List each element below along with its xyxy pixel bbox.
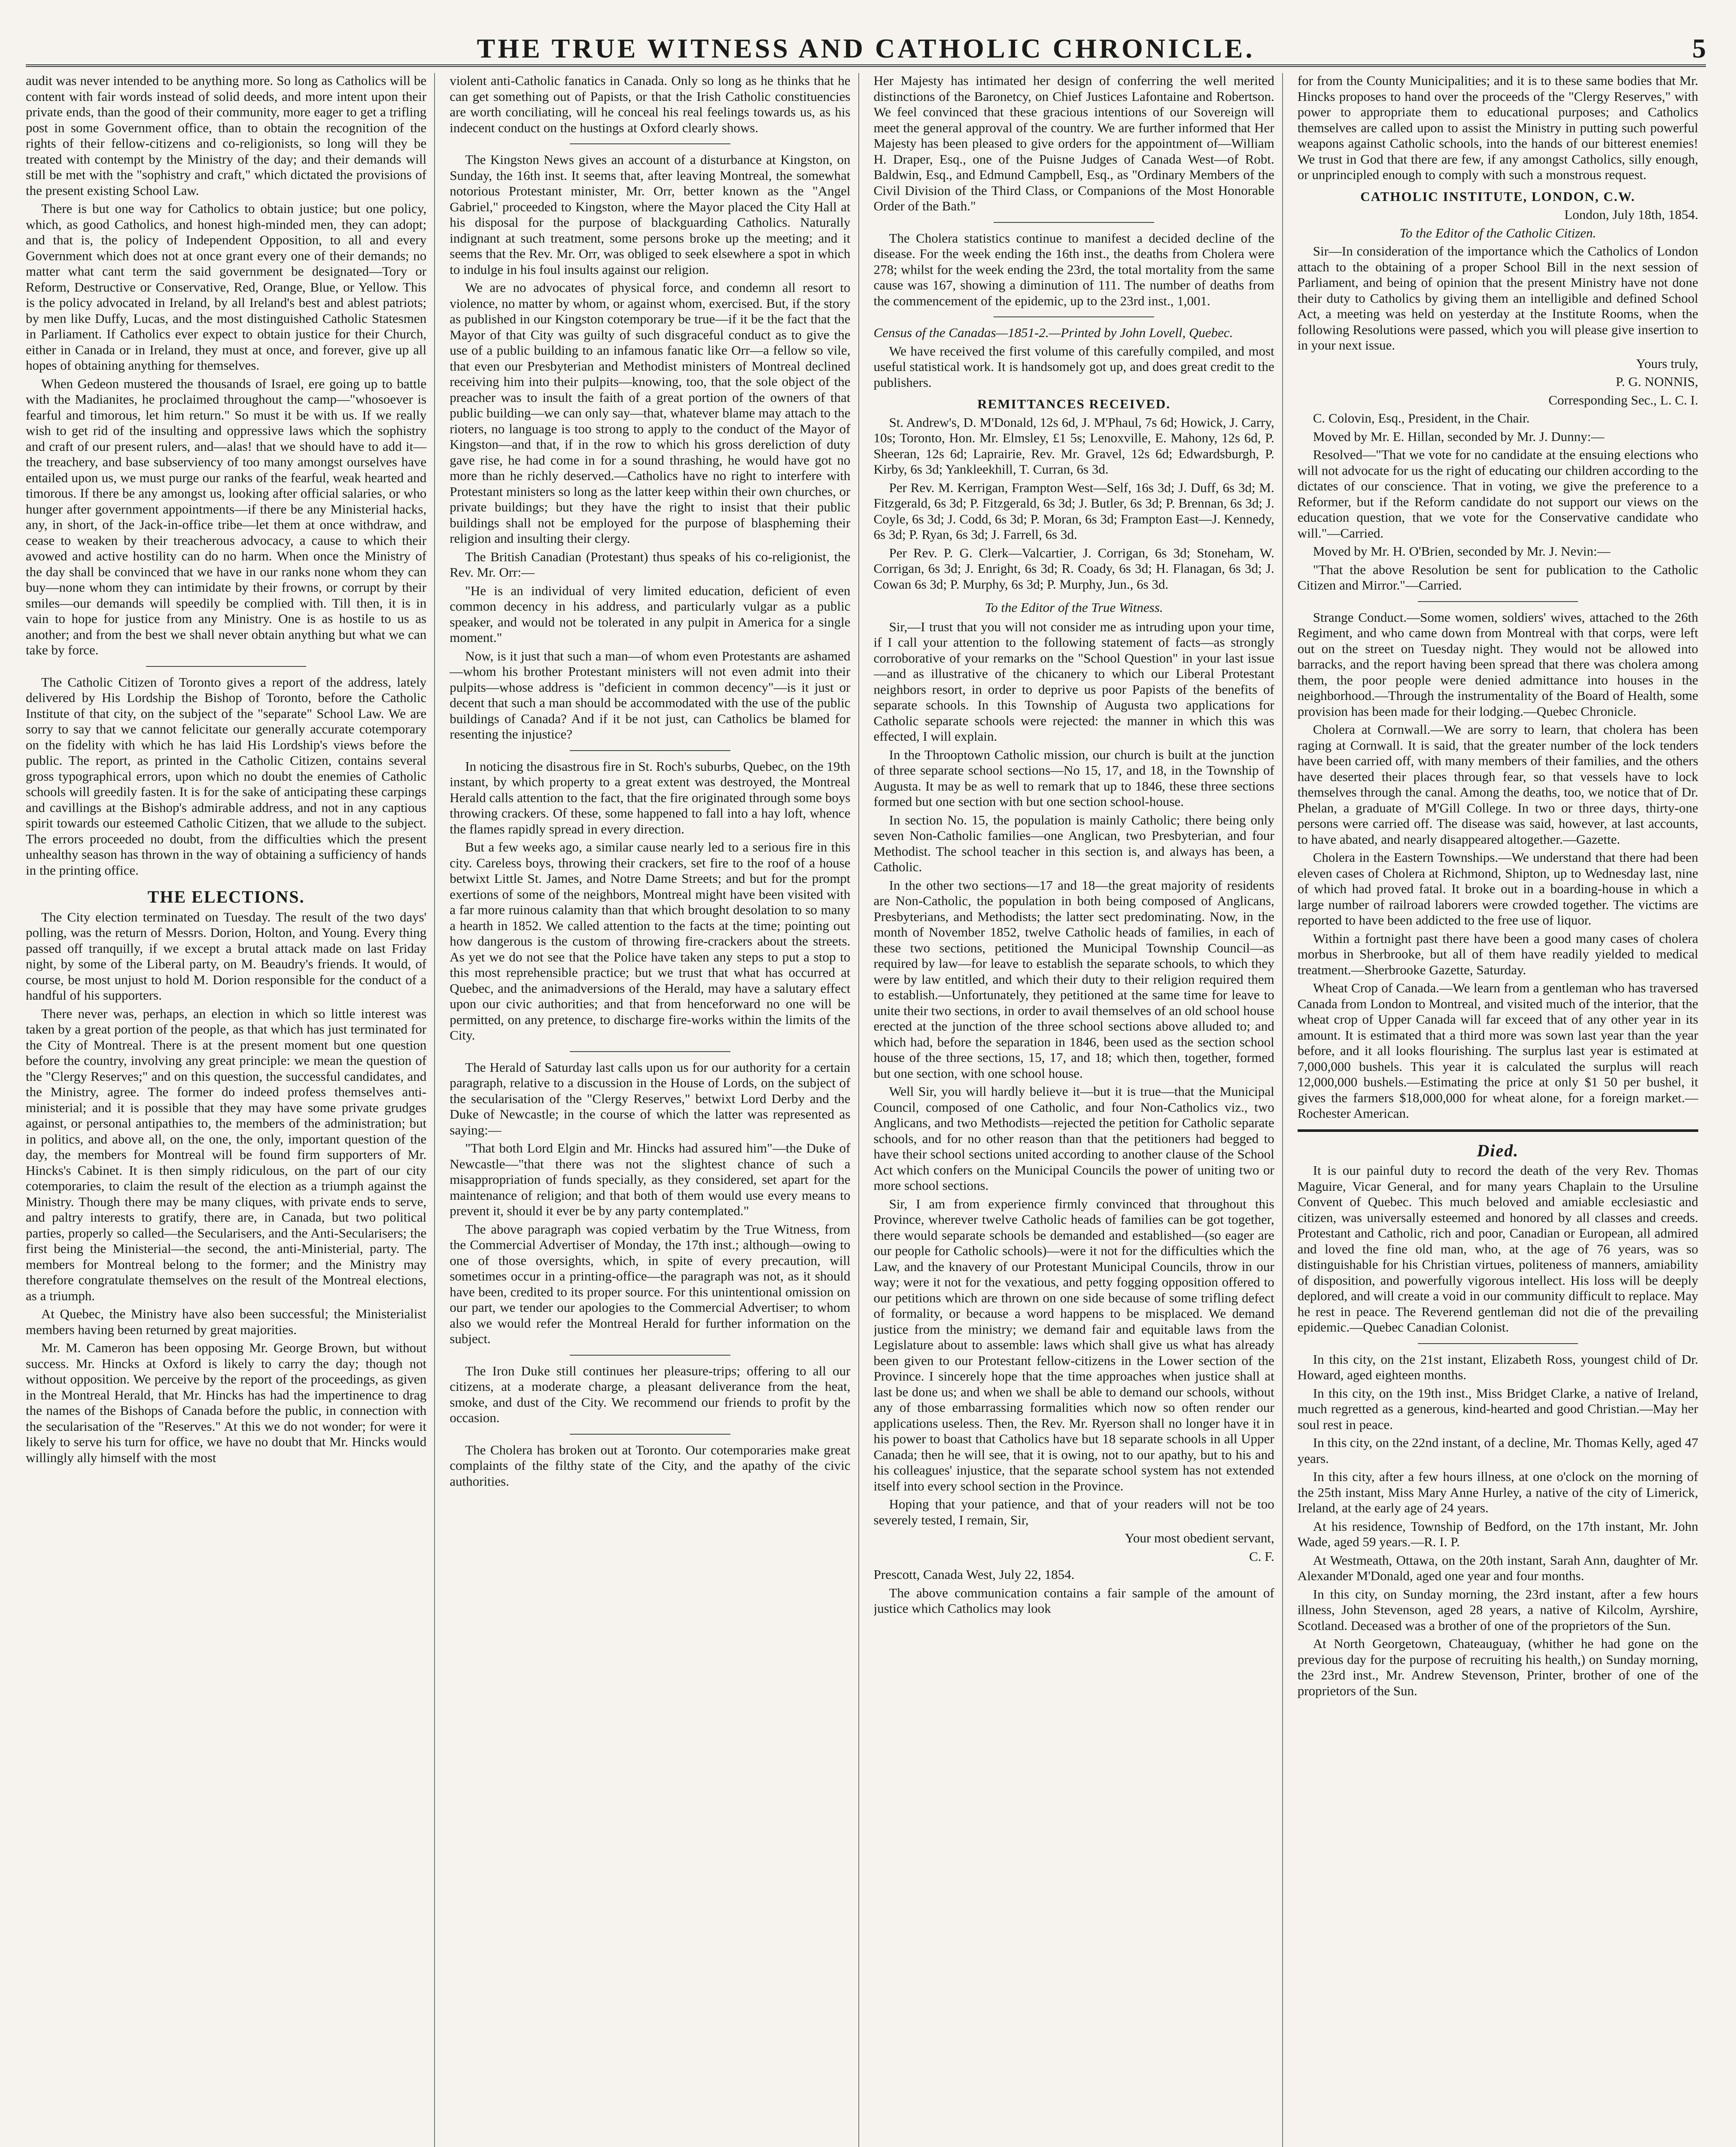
paragraph: The Cholera statistics continue to manifest a decided decline of the disease. For the week ending the 16th inst., the deaths from Cholera were 278; whilst for the week ending the 23rd, the total mortality from the same cause was 167, showing a diminution of 111. The number of deaths from the commencement of the epidemic, up to the 23rd inst., 1,001. <box>873 230 1274 308</box>
paragraph: Wheat Crop of Canada.—We learn from a gentleman who has traversed Canada from London to Montreal, and visited much of the interior, that the wheat crop of Upper Canada will far exceed that of any other year in its amount. It is estimated that a third more was sown last year than the year before, and it all looks flourishing. The surplus last year is estimated at 7,000,000 bushels. This year it is calculated the surplus will reach 12,000,000 bushels.—Estimating the price at only $1 50 per bushel, it gives the farmers $18,000,000 for wheat alone, for a foreign market.—Rochester American. <box>1297 980 1698 1121</box>
paragraph: Within a fortnight past there have been a good many cases of cholera morbus in Sherbrooke, but all of them have readily yielded to medical treatment.—Sherbrooke Gazette, Saturday. <box>1297 931 1698 977</box>
divider <box>570 1434 730 1435</box>
section-heading-died: Died. <box>1477 1140 1519 1160</box>
paragraph: We are no advocates of physical force, and condemn all resort to violence, no matter by whom, or against whom, exercised. But, if the story as published in our Kingston cotemporary be true—if it be the fact that the Mayor of that City was guilty of such disgraceful conduct as to give the use of a public building to an infamous fanatic like Orr—a fellow so vile, that even our Presbyterian and Methodist ministers of Montreal declined receiving him into their pulpits—knowing, too, that the sole object of the preacher was to insult the faith of a great portion of the owners of that public building—we can only say—that, whatever blame may attach to the rioters, no language is too strong to apply to the conduct of the Mayor of Kingston—and that, if in the row to which his gross dereliction of duty gave rise, he had come in for a sound thrashing, he would have got no more than he richly deserved.—Catholics have no right to interfere with Protestant ministers so long as the latter keep within their own churches, or private buildings; but they have the right to insist that their public buildings shall not be employed for the purpose of blaspheming their religion and insulting their clergy. <box>450 280 851 546</box>
paragraph: The above communication contains a fair sample of the amount of justice which Catholics may look <box>873 1585 1274 1616</box>
divider <box>570 1051 730 1052</box>
institute-date: London, July 18th, 1854. <box>1564 207 1698 222</box>
letter-closing: Your most obedient servant, <box>1125 1530 1274 1545</box>
paragraph: Mr. M. Cameron has been opposing Mr. George Brown, but without success. Mr. Hincks at Oxford is likely to carry the day; though not without opposition. We perceive by the report of the proceedings, as given in the Montreal Herald, that Mr. Hincks has had the impertinence to drag the names of the Bishops of Canada before the public, in connection with the secularisation of the "Reserves." At this we do not wonder; for were it likely to serve his turn for office, we have no doubt that Mr. Hincks would willingly ally himself with the most <box>26 1340 427 1465</box>
divider <box>570 1355 730 1356</box>
divider <box>1418 1343 1578 1344</box>
paragraph: "That the above Resolution be sent for publication to the Catholic Citizen and Mirror."—Carried. <box>1297 562 1698 593</box>
paragraph: The Kingston News gives an account of a disturbance at Kingston, on Sunday, the 16th inst. It seems that, after leaving Montreal, the somewhat notorious Protestant minister, Mr. Orr, better known as the "Angel Gabriel," proceeded to Kingston, where the Mayor placed the City Hall at his disposal for the purpose of blackguarding Catholics. Naturally indignant at such treatment, some persons broke up the meeting; and it seems that the Rev. Mr. Orr, was obliged to seek elsewhere a spot in which to indulge in his foul insults against our religion. <box>450 152 851 277</box>
paragraph: Hoping that your patience, and that of your readers will not be too severely tested, I remain, Sir, <box>873 1496 1274 1527</box>
paragraph: for from the County Municipalities; and it is to these same bodies that Mr. Hincks proposes to hand over the proceeds of the "Clergy Reserves," with power to appropriate them to educational purposes; and Catholics themselves are called upon to assist the Ministry in putting such powerful weapons against Catholic schools, into the hands of our bitterest enemies! We trust in God that there are few, if any amongst Catholics, silly enough, or unprincipled enough to comply with such a monstrous request. <box>1297 73 1698 182</box>
obituary: At his residence, Township of Bedford, on the 17th instant, Mr. John Wade, aged 59 years.—R. I. P. <box>1297 1518 1698 1549</box>
paragraph: Sir, I am from experience firmly convinced that throughout this Province, wherever twelve Catholic heads of families can be got together, there would separate schools be demanded and established—(so eager are our people for Catholic schools)—were it not for the difficulties which the Law, and the knavery of our Protestant Municipal Councils, throw in our way; were it not for the vexatious, and petty fogging opposition offered to our petitions which are thrown on one side because of some trifling defect of formality, or because a word happens to be misplaced. We demand justice from the ministry; we demand fair and equitable laws from the Legislature about to assemble: laws which shall give us what has already been given to our Protestant fellow-citizens in the Lower section of the Province. I sincerely hope that the time approaches when justice shall at last be done us; and when we shall be able to demand our schools, without any of those embarrassing formalities which now so often render our applications useless. Then, the Rev. Mr. Ryerson shall no longer have it in his power to boast that Catholics have but 18 separate schools in all Upper Canada; then he will see, that it is owing, not to our apathy, but to his and his colleagues' injustice, that the separate school system has not extended itself into every school section in the Province. <box>873 1196 1274 1493</box>
paragraph: The Herald of Saturday last calls upon us for our authority for a certain paragraph, relative to a discussion in the House of Lords, on the subject of the secularisation of the "Clergy Reserves," betwixt Lord Derby and the Duke of Newcastle; in the course of which the latter was represented as saying:— <box>450 1059 851 1137</box>
paragraph: Cholera at Cornwall.—We are sorry to learn, that cholera has been raging at Cornwall. It is said, that the greater number of the lock tenders have been carried off, with many members of their families, and the others have deserted their places through fear, so that vessels have to lock themselves through the canal. Among the deaths, too, we notice that of Dr. Phelan, a graduate of M'Gill College. In two or three days, thirty-one persons were carried off. The disease was said, however, at last accounts, to have abated, and nearly disappeared altogether.—Gazette. <box>1297 722 1698 847</box>
paragraph: Well Sir, you will hardly believe it—but it is true—that the Municipal Council, composed of one Catholic, and four Non-Catholics viz., two Anglicans, and two Methodists—rejected the petition for Catholic separate schools, and for no other reason than that the petitioners had begged to have their school sections united according to another clause of the School Act which confers on the Municipal Councils the power of uniting two or more school sections. <box>873 1084 1274 1193</box>
column-4 <box>1298 73 1706 2147</box>
paragraph: It is our painful duty to record the death of the very Rev. Thomas Maguire, Vicar General, and for many years Chaplain to the Ursuline Convent of Quebec. This much beloved and amiable ecclesiastic and citizen, was universally esteemed and honored by all classes and creeds. Protestant and Catholic, rich and poor, Canadian or European, all admired and loved the fine old man, who, at the age of 76 years, was so distinguishable for his Christian virtues, politeness of manners, amiability of disposition, and powerfully vigorous intellect. His loss will be deeply deplored, and will create a void in our community difficult to replace. May he rest in peace. The Reverend gentleman did not die of the prevailing epidemic.—Quebec Canadian Colonist. <box>1297 1163 1698 1335</box>
obituary: In this city, on the 19th inst., Miss Bridget Clarke, a native of Ireland, much regretted as a generous, kind-hearted and good Christian.—May her soul rest in peace. <box>1297 1385 1698 1432</box>
paragraph: The Iron Duke still continues her pleasure-trips; offering to all our citizens, at a moderate charge, a pleasant deliverance from the heat, smoke, and dust of the City. We recommend our friends to profit by the occasion. <box>450 1363 851 1425</box>
masthead <box>26 17 1706 67</box>
paragraph: Sir,—I trust that you will not consider me as intruding upon your time, if I call your attention to the following statement of facts—as strongly corroborative of your remarks on the "School Question" in your last issue—and as illustrative of the chicanery to which our Liberal Protestant neighbors resort, in order to deprive us poor Papists of the benefits of separate schools. In this Township of Augusta two applications for Catholic separate schools were rejected: the manner in which this was effected, I will explain. <box>873 619 1274 744</box>
paragraph: In noticing the disastrous fire in St. Roch's suburbs, Quebec, on the 19th instant, by which property to a great extent was destroyed, the Montreal Herald calls attention to the fact, that the fire originated through some boys throwing crackers. Of these, some happened to fall into a hay loft, whence the flames rapidly spread in every direction. <box>450 758 851 836</box>
paragraph: In the other two sections—17 and 18—the great majority of residents are Non-Catholic, the population in both being composed of Anglicans, Presbyterians, and Methodists; the latter sect predominating. Now, in the month of November 1852, twelve Catholic heads of families, in each of these two sections, petitioned the Municipal Township Council—as required by law—for leave to establish the separate schools, to which they were by law entitled, and which their duty to their religion required them to establish.—Unfortunately, they petitioned at the same time for leave to unite their two sections, in order to avail themselves of an old school house erected at the junction of the three school sections above alluded to; and which had, before the separation in 1846, been used as the section school house of the three sections, 15, 17, and 18; which then, together, formed but one section, with one school house. <box>873 877 1274 1081</box>
page-number: 5 <box>1692 33 1706 64</box>
paragraph: Per Rev. M. Kerrigan, Frampton West—Self, 16s 3d; J. Duff, 6s 3d; M. Fitzgerald, 6s 3d; P. Fitzgerald, 6s 3d; J. Butler, 6s 3d; P. Brennan, 6s 3d; J. Coyle, 6s 3d; J. Codd, 6s 3d; P. Moran, 6s 3d; Frampton East—J. Kennedy, 6s 3d; P. Ryan, 6s 3d; J. Farrell, 6s 3d. <box>873 480 1274 542</box>
paragraph: Moved by Mr. H. O'Brien, seconded by Mr. J. Nevin:— <box>1313 544 1611 559</box>
paragraph: The City election terminated on Tuesday. The result of the two days' polling, was the return of Messrs. Dorion, Holton, and Young. Every thing passed off tranquilly, if we except a brutal attack made on last Friday night, by some of the Liberal party, on M. Beaudry's friends. It would, of course, be most unjust to hold M. Dorion responsible for the conduct of a handful of his supporters. <box>26 909 427 1003</box>
letter-closing: Yours truly, <box>1636 356 1698 371</box>
divider <box>994 222 1154 223</box>
paragraph: Moved by Mr. E. Hillan, seconded by Mr. J. Dunny:— <box>1313 429 1605 444</box>
paragraph: Her Majesty has intimated her design of conferring the well merited distinctions of the Baronetcy, on Chief Justices Lafontaine and Robertson. We feel convinced that these gracious intentions of our Sovereign will meet the general approval of the country. We are further informed that Her Majesty has been pleased to give orders for the appointment of—William H. Draper, Esq., one of the Puisne Judges of Canada West—of Robt. Baldwin, Esq., and Edmund Campbell, Esq., as "Ordinary Members of the Civil Division of the Third Class, or Companions of the Most Honorable Order of the Bath." <box>873 73 1274 213</box>
paragraph: The Catholic Citizen of Toronto gives a report of the address, lately delivered by His Lordship the Bishop of Toronto, before the Catholic Institute of that city, on the subject of the "separate" School Law. We are sorry to say that we cannot felicitate our generally accurate cotemporary on the fidelity with which he has laid His Lordship's views before the public. The report, as printed in the Catholic Citizen, contains several gross typographical errors, upon which no doubt the enemies of Catholic schools will greedily fasten. It is for the sake of anticipating these carpings and cavillings at the Bishop's admirable address, and not in any captious spirit towards our esteemed Catholic Citizen, that we allude to the subject. The errors proceeded no doubt, from the difficulties which the present unhealthy season has thrown in the way of obtaining a sufficiency of hands in the printing office. <box>26 674 427 878</box>
section-heading-institute: CATHOLIC INSTITUTE, LONDON, C.W. <box>1360 189 1636 204</box>
signatory-title: Corresponding Sec., L. C. I. <box>1548 392 1698 408</box>
paragraph: audit was never intended to be anything more. So long as Catholics will be content with fair words instead of solid deeds, and more intent upon their private ends, than the good of their community, more eager to get a trifling post in some Government office, than to obtain the recognition of the rights of their fellow-citizens and co-religionists, so long will they be treated with contempt by the Ministry of the day; and their demands will still be met with the "sophistry and craft," which dictated the provisions of the present existing School Law. <box>26 73 427 198</box>
paragraph: In the Throoptown Catholic mission, our church is built at the junction of three separate school sections—No 15, 17, and 18, in the Township of Augusta. It may be as well to remark that up to 1846, these three sections formed but one section with but one section school-house. <box>873 747 1274 809</box>
letter-place-date: Prescott, Canada West, July 22, 1854. <box>873 1567 1075 1582</box>
paragraph: The British Canadian (Protestant) thus speaks of his co-religionist, the Rev. Mr. Orr:— <box>450 549 851 580</box>
paragraph: But a few weeks ago, a similar cause nearly led to a serious fire in this city. Careless boys, throwing their crackers, set fire to the roof of a house betwixt Little St. James, and Notre Dame Streets; and but for the prompt exertions of some of the neighbors, Montreal might have been visited with a far more ruinous calamity than that which brought desolation to so many a hearth in 1852. We called attention to the facts at the time; pointing out how dangerous is the custom of throwing fire-crackers about the streets. As yet we do not see that the Police have taken any steps to put a stop to this most reprehensible practice; but we trust that what has occurred at Quebec, and the animadversions of the Herald, may have a salutary effect upon our civic authorities; and that from henceforward no one will be permitted, on any pretence, to discharge fire-works within the limits of the City. <box>450 839 851 1043</box>
section-heading-remittances: REMITTANCES RECEIVED. <box>977 396 1171 411</box>
article-columns <box>26 73 1706 2147</box>
obituary: In this city, on Sunday morning, the 23rd instant, after a few hours illness, John Stevenson, aged 28 years, a native of Kilcolm, Ayrshire, Scotland. Deceased was a brother of one of the proprietors of the Sun. <box>1297 1586 1698 1633</box>
paragraph: Cholera in the Eastern Townships.—We understand that there had been eleven cases of Cholera at Richmond, Shipton, up to Wednesday last, nine of which had proved fatal. It broke out in a boarding-house in which a large number of railroad laborers were crowded together. The victims are reported to have been addicted to the free use of liquor. <box>1297 850 1698 928</box>
quotation: "He is an individual of very limited education, deficient of even common decency in his address, and particularly vulgar as a public speaker, and would not be tolerated in any pulpit in America for a single moment." <box>450 583 851 645</box>
paragraph: Sir—In consideration of the importance which the Catholics of London attach to the obtaining of a proper School Bill in the next session of Parliament, and being of opinion that the present Ministry have not done their duty to Catholics by giving them an intelligible and defined School Act, a meeting was held on yesterday at the Institute Rooms, when the following Resolutions were passed, which you will please give insertion to in your next issue. <box>1297 243 1698 353</box>
paragraph: We have received the first volume of this carefully compiled, and most useful statistical work. It is handsomely got up, and does great credit to the publishers. <box>873 343 1274 390</box>
divider <box>1418 601 1578 602</box>
column-1 <box>26 73 435 2147</box>
letter-signature: C. F. <box>1249 1548 1274 1564</box>
column-3 <box>874 73 1283 2147</box>
institute-addressee: To the Editor of the Catholic Citizen. <box>1399 225 1596 240</box>
paragraph: St. Andrew's, D. M'Donald, 12s 6d, J. M'Phaul, 7s 6d; Howick, J. Carry, 10s; Toronto, Hon. Mr. Elmsley, £1 5s; Lenoxville, E. Mahony, 12s 6d, P. Sheeran, 12s 6d; Laprairie, Rev. Mr. Gravel, 12s 6d; Edwardsburgh, P. Kirby, 6s 3d; Yankleekhill, T. Curran, 6s 3d. <box>873 414 1274 477</box>
paragraph: At Quebec, the Ministry have also been successful; the Ministerialist members having been returned by great majorities. <box>26 1306 427 1337</box>
obituary: In this city, after a few hours illness, at one o'clock on the morning of the 25th instant, Miss Mary Anne Hurley, a native of the city of Limerick, Ireland, at the early age of 24 years. <box>1297 1469 1698 1515</box>
paragraph: In section No. 15, the population is mainly Catholic; there being only seven Non-Catholic families—one Anglican, two Presbyterian, and four Methodist. The school teacher in this section is, and always has been, a Catholic. <box>873 812 1274 874</box>
paragraph: violent anti-Catholic fanatics in Canada. Only so long as he thinks that he can get something out of Papists, or that the Irish Catholic constituencies are worth conciliating, will he conceal his real feelings towards us, as his indecent conduct on the hustings at Oxford clearly shows. <box>450 73 851 135</box>
paragraph: Now, is it just that such a man—of whom even Protestants are ashamed—whom his brother Protestant ministers will not even admit into their pulpits—whose address is "deficient in common decency"—is it just or decent that such a man should be accommodated with the use of the public buildings of Canada? And if it be not just, can Catholics be blamed for resenting the injustice? <box>450 648 851 742</box>
paragraph: There is but one way for Catholics to obtain justice; but one policy, which, as good Catholics, and honest high-minded men, they can adopt; and that is, the policy of Independent Opposition, to all and every Government which does not at once grant every one of their demands; no matter what cant term the said government be designated—Tory or Reform, Destructive or Conservative, Red, Orange, Blue, or Yellow. This is the policy advocated in Ireland, by all Ireland's best and ablest patriots; by men like Duffy, Lucas, and the most distinguished Catholic Statesmen in Parliament. If Catholics ever expect to obtain justice for their Church, either in Canada or in Ireland, they must at once, and forever, give up all hopes of obtaining anything for themselves. <box>26 201 427 373</box>
newspaper-title: THE TRUE WITNESS AND CATHOLIC CHRONICLE. <box>477 33 1255 64</box>
paragraph: Strange Conduct.—Some women, soldiers' wives, attached to the 26th Regiment, and who came down from Montreal with that corps, were left out on the street on Tuesday night. They would not be allowed into barracks, and the report having been spread that there was cholera among them, the poor people were denied admittance into houses in the neighborhood.—Through the instrumentality of the Board of Health, some provision has been made for their lodging.—Quebec Chronicle. <box>1297 609 1698 719</box>
paragraph: The above paragraph was copied verbatim by the True Witness, from the Commercial Advertiser of Monday, the 17th inst.; although—owing to one of those oversights, which, in spite of every precaution, will sometimes occur in a printing-office—the paragraph was not, as it should have been, credited to its proper source. For this unintentional omission on our part, we tender our apologies to the Commercial Advertiser; to whom also we would refer the Montreal Herald for further information on the subject. <box>450 1221 851 1346</box>
column-2 <box>450 73 859 2147</box>
paragraph: When Gedeon mustered the thousands of Israel, ere going up to battle with the Madianites, he proclaimed throughout the camp—"whosoever is fearful and timorous, let him return." So must it be with us. If we really wish to get rid of the insulting and oppressive laws which the sophistry and craft of our present rulers, and—alas! that we should have to add it—the treachery, and base subserviency of too many amongst ourselves have entailed upon us, we must purge our ranks of the fearful, weak hearted and timorous. If there be any amongst us, looking after official salaries, or who hunger after government appointments—if there be any Ministerial hacks, any, in short, of the Jack-in-office tribe—let them at once withdraw, and cease to weaken by their treacherous advocacy, a cause to which their avowed and active hostility can do no harm. When once the Ministry of the day shall be convinced that we have in our ranks none whom they can buy—none whom they can intimidate by their frowns, or corrupt by their smiles—our demands will speedily be complied with. Till then, it is in vain to hope for justice from any Ministry. One is as hostile to us as another; and from the best we shall never obtain anything but what we can take by force. <box>26 376 427 657</box>
divider <box>146 666 306 667</box>
notice-title: Census of the Canadas—1851-2.—Printed by John Lovell, Quebec. <box>873 325 1233 340</box>
obituary: At North Georgetown, Chateauguay, (whither he had gone on the previous day for the purpose of recruiting his health,) on Sunday morning, the 23rd inst., Mr. Andrew Stevenson, Printer, brother of one of the proprietors of the Sun. <box>1297 1636 1698 1698</box>
paragraph: There never was, perhaps, an election in which so little interest was taken by a great portion of the people, as that which has just terminated for the City of Montreal. There is at the present moment but one question before the country, involving any great principle: we mean the question of the "Clergy Reserves;" and on this question, the successful candidates, and the Ministry, agree. The former do indeed profess themselves anti-ministerial; and it is possible that they may have some private grudges against, or personal antipathies to, the members of the administration; but in politics, and above all, on the one, the only, important question of the day, the members for Montreal will be found firm supporters of Mr. Hincks's Cabinet. It is then simply ridiculous, on the part of our city cotemporaries, to claim the result of the election as a triumph against the Ministry. Though there may be many cliques, with private ends to serve, and paltry interests to gratify, there are, in Canada, but two political parties, properly so called—the Secularisers, and the Anti-Secularisers; the first being the Ministerial—the second, the anti-Ministerial, party. The members for Montreal belong to the former; and the Ministry may therefore congratulate themselves on the result of the Montreal elections, as a triumph. <box>26 1006 427 1303</box>
divider <box>994 316 1154 317</box>
section-heading-elections: THE ELECTIONS. <box>147 887 305 906</box>
obituary: In this city, on the 21st instant, Elizabeth Ross, youngest child of Dr. Howard, aged eighteen months. <box>1297 1351 1698 1382</box>
paragraph: The Cholera has broken out at Toronto. Our cotemporaries make great complaints of the filthy state of the City, and the apathy of the civic authorities. <box>450 1442 851 1489</box>
paragraph: C. Colovin, Esq., President, in the Chair. <box>1313 411 1530 426</box>
letter-heading: To the Editor of the True Witness. <box>985 600 1163 615</box>
paragraph: Per Rev. P. G. Clerk—Valcartier, J. Corrigan, 6s 3d; Stoneham, W. Corrigan, 6s 3d; J. Enright, 6s 3d; R. Coady, 6s 3d; H. Flanagan, 6s 3d; J. Cowan 6s 3d; P. Murphy, 6s 3d; P. Murphy, Jun., 6s 3d. <box>873 545 1274 592</box>
divider-thick <box>1298 1129 1698 1132</box>
paragraph: Resolved—"That we vote for no candidate at the ensuing elections who will not advocate for us the right of educating our children according to the dictates of our conscience. That in voting, we give the preference to a Reformer, but if the Reform candidate do not support our views on the education question, that we vote for the Conservative candidate who will."—Carried. <box>1297 447 1698 541</box>
obituary: At Westmeath, Ottawa, on the 20th instant, Sarah Ann, daughter of Mr. Alexander M'Donald, aged one year and four months. <box>1297 1552 1698 1583</box>
divider <box>570 143 730 144</box>
quotation: "That both Lord Elgin and Mr. Hincks had assured him"—the Duke of Newcastle—"that there was not the slightest chance of such a misappropriation of funds specially, as they considered, set apart for the maintenance of religion; and that both of them would use every means to prevent it, should it ever be by any party contemplated." <box>450 1140 851 1218</box>
letter-signature: P. G. NONNIS, <box>1615 374 1698 389</box>
divider <box>570 750 730 751</box>
obituary: In this city, on the 22nd instant, of a decline, Mr. Thomas Kelly, aged 47 years. <box>1297 1435 1698 1466</box>
